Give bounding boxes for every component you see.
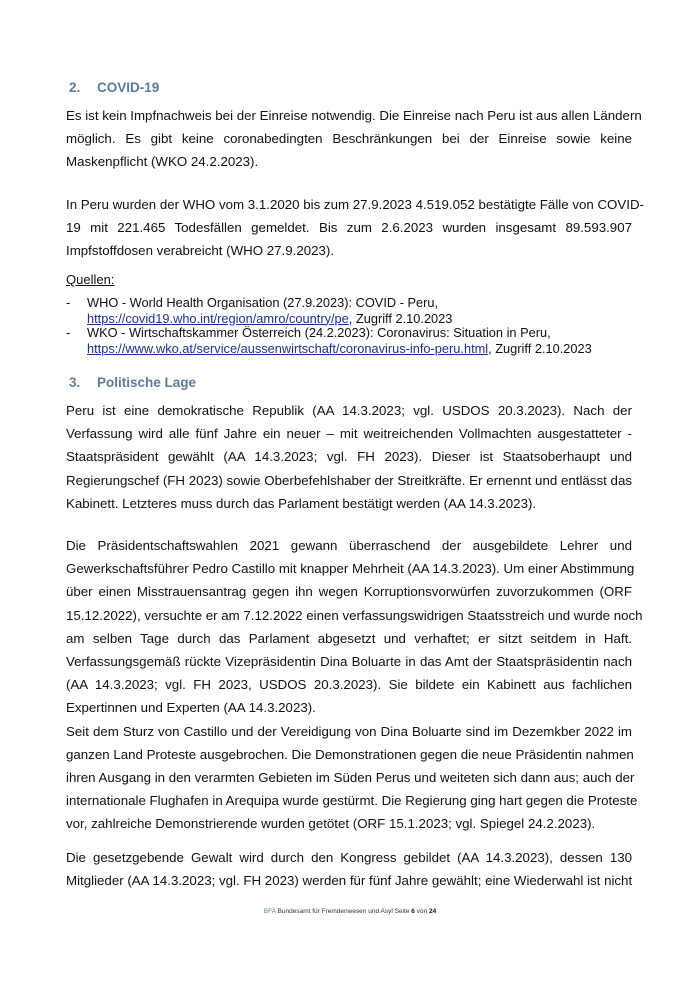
section-heading-covid [69,80,159,95]
text-line: Verfassung wird alle fünf Jahre ein neuer – mit weitreichenden Vollmachten ausgestatteter - [66,426,632,442]
footer-of: von [414,908,429,915]
text-line: Peru ist eine demokratische Republik (AA 14.3.2023; vgl. USDOS 20.3.2023). Nach der [66,403,632,418]
source-access-date: , Zugriff 2.10.2023 [488,340,592,356]
text-line: Maskenpflicht (WKO 24.2.2023). [66,154,259,170]
footer-org: Bundesamt für Fremdenwesen und Asyl Seite [275,908,412,915]
text-line: Staatspräsident gewählt (AA 14.3.2023; vgl. FH 2023). Dieser ist Staatsoberhaupt und [66,449,632,465]
text-line: Verfassungsgemäß rückte Vizepräsidentin Dina Boluarte in das Amt der Staatspräsidentin nach [66,653,632,669]
sources-title: Quellen: [66,272,115,287]
paragraph-congress [66,846,632,892]
text-line: Es ist kein Impfnachweis bei der Einreise notwendig. Die Einreise nach Peru ist aus allen Ländern [66,108,642,123]
text-line: Seit dem Sturz von Castillo und der Vereidigung von Dina Boluarte sind im Dezemkber 2022 im [66,723,632,739]
paragraph-entry-requirements [66,104,642,174]
paragraph-elections-protests [66,534,643,835]
section-heading-politics [69,375,196,390]
source-text: WHO - World Health Organisation (27.9.2023): COVID - Peru, [87,295,439,310]
text-line: Expertinnen und Experten (AA 14.3.2023). [66,700,316,716]
text-line: ihren Ausgang in den verarmten Gebieten im Süden Perus und weiteten sich dann aus; auch der [66,769,635,785]
text-line: In Peru wurden der WHO vom 3.1.2020 bis zum 27.9.2023 4.519.052 bestätigte Fälle von COVID- [66,197,644,212]
text-line: am selben Tage durch das Parlament abgesetzt und verhaftet; er sitzt seitdem in Haft. [66,630,632,646]
text-line: (AA 14.3.2023; vgl. FH 2023, USDOS 20.3.2023). Sie bildete ein Kabinett aus fachlichen [66,677,632,693]
text-line: möglich. Es gibt keine coronabedingten Beschränkungen bei der Einreise sowie keine [66,131,632,147]
section-number: 3. [69,375,81,390]
page-total: 24 [428,908,437,915]
list-dash: - [66,325,71,340]
paragraph-covid-statistics [66,193,644,263]
source-access-date: , Zugriff 2.10.2023 [348,310,453,326]
text-line: Impfstoffdosen verabreicht (WHO 27.9.2023). [66,243,335,259]
text-line: über einen Misstrauensantrag gegen ihn wegen Korruptionsvorwürfen zuvorzukommen (ORF [66,584,632,600]
page-footer [0,908,700,915]
footer-brand: BFA [263,908,276,915]
text-line: Gewerkschaftsführer Pedro Castillo mit knapper Mehrheit (AA 14.3.2023). Um einer Abstimmung [66,561,635,577]
text-line: Regierungschef (FH 2023) sowie Oberbefehlshaber der Streitkräfte. Er ernennt und entlässt das [66,472,632,488]
text-line: Mitglieder (AA 14.3.2023; vgl. FH 2023) werden für fünf Jahre gewählt; eine Wiederwahl ist nicht [66,873,633,889]
section-title: COVID-19 [97,80,160,95]
text-line: Die Präsidentschaftswahlen 2021 gewann überraschend der ausgebildete Lehrer und [66,538,632,553]
section-number: 2. [69,80,81,95]
paragraph-republic [66,399,632,515]
text-line: vor, zahlreiche Demonstrierende wurden getötet (ORF 15.1.2023; vgl. Spiegel 24.2.2023). [66,816,596,832]
text-line: ganzen Land Proteste ausgebrochen. Die Demonstrationen gegen die neue Präsidentin nahmen [66,746,634,762]
text-line: Die gesetzgebende Gewalt wird durch den Kongress gebildet (AA 14.3.2023), dessen 130 [66,850,632,865]
text-line: 15.12.2022), versuchte er am 7.12.2022 einen verfassungswidrigen Staatsstreich und wurde noch [66,607,643,623]
source-link-who[interactable]: https://covid19.who.int/region/amro/country/pe [87,310,349,326]
source-text: WKO - Wirtschaftskammer Österreich (24.2.2023): Coronavirus: Situation in Peru, [87,325,551,340]
section-title: Politische Lage [97,375,197,390]
text-line: 19 mit 221.465 Todesfällen gemeldet. Bis zum 2.6.2023 wurden insgesamt 89.593.907 [66,220,632,236]
source-link-wko[interactable]: https://www.wko.at/service/aussenwirtschaft/coronavirus-info-peru.html [87,340,489,356]
page-number: 6 [411,908,415,915]
list-dash: - [66,295,71,310]
text-line: Kabinett. Letzteres muss durch das Parlament bestätigt werden (AA 14.3.2023). [66,495,537,511]
text-line: internationale Flughafen in Arequipa wurde gestürmt. Die Regierung ging hart gegen die Proteste [66,793,638,809]
